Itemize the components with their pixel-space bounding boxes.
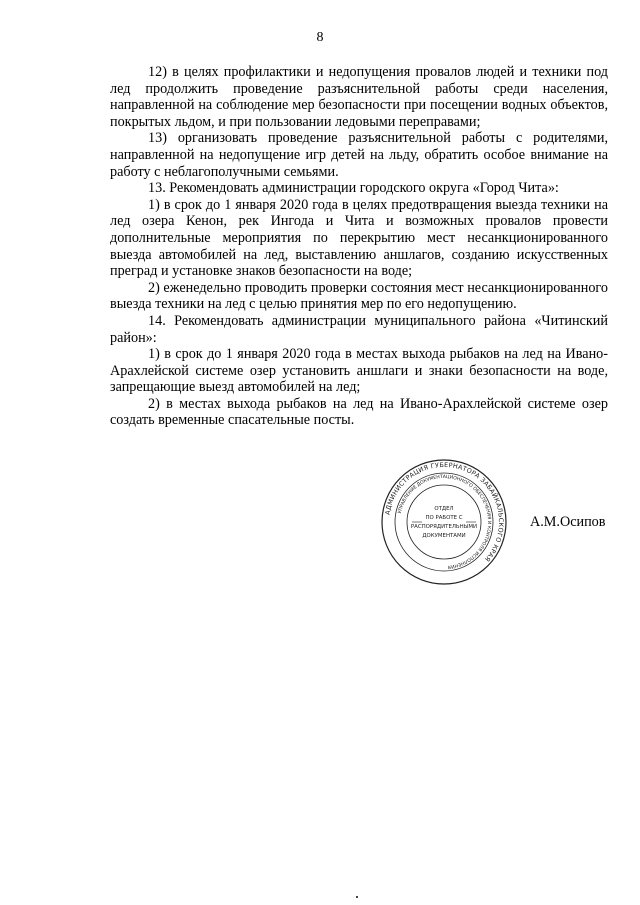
official-stamp: [380, 458, 508, 586]
paragraph-12: 12) в целях профилактики и недопущения провалов людей и техники под лед продолжить проведение разъяснительной работы среди населения, направленной на соблюдение мер безопасности при посещении водных объектов, покрытых льдом, и при пользовании ледовыми переправами;: [110, 64, 608, 130]
footer-mark: [356, 896, 358, 898]
stamp-center-line-1: ОТДЕЛ: [434, 506, 454, 512]
signature-block: [380, 458, 620, 588]
stamp-mid-circle: [395, 473, 493, 571]
paragraph-14-1: 1) в срок до 1 января 2020 года в местах выхода рыбаков на лед на Ивано-Арахлейской системе озер установить аншлаги и знаки безопасности на воде, запрещающие выезд автомобилей на лед;: [110, 346, 608, 396]
paragraph-13-2: 2) еженедельно проводить проверки состояния мест несанкционированного выезда техники на лед с целью принятия мер по его недопущению.: [110, 279, 608, 313]
stamp-center-line-4: ДОКУМЕНТАМИ: [422, 533, 466, 539]
page-number: 8: [316, 30, 324, 45]
document-body: [110, 64, 608, 429]
paragraph-14-2: 2) в местах выхода рыбаков на лед на Ивано-Арахлейской системе озер создать временные спасательные посты.: [110, 395, 608, 429]
paragraph-13-sub: 13) организовать проведение разъяснительной работы с родителями, направленной на недопущение игр детей на льду, обратить особое внимание на работу с неблагополучными семьями.: [110, 130, 608, 180]
paragraph-13: 13. Рекомендовать администрации городского округа «Город Чита»:: [148, 180, 559, 197]
paragraph-14: 14. Рекомендовать администрации муниципального района «Читинский район»:: [110, 312, 608, 346]
paragraph-13-1: 1) в срок до 1 января 2020 года в целях предотвращения выезда техники на лед озера Кенон, рек Ингода и Чита и возможных провалов провести дополнительные мероприятия по перекрытию мест несанкционированного выезда автомобилей на лед, выставлению аншлагов, созданию искусственных преград и установке знаков безопасности на воде;: [110, 196, 608, 280]
signer-name: А.М.Осипов: [530, 514, 606, 530]
svg-text:УПРАВЛЕНИЕ ДОКУМЕНТАЦИОННОГО О: [397, 474, 492, 570]
stamp-outer-text: АДМИНИСТРАЦИЯ ГУБЕРНАТОРА ЗАБАЙКАЛЬСКОГО КРАЯ: [383, 460, 506, 564]
stamp-inner-text: УПРАВЛЕНИЕ ДОКУМЕНТАЦИОННОГО ОБЕСПЕЧЕНИЯ И КОНТРОЛЯ ИСПОЛНЕНИЯ: [397, 474, 492, 569]
stamp-center-line-2: ПО РАБОТЕ С: [425, 515, 463, 521]
stamp-center-line-3: РАСПОРЯДИТЕЛЬНЫМИ: [410, 524, 478, 530]
